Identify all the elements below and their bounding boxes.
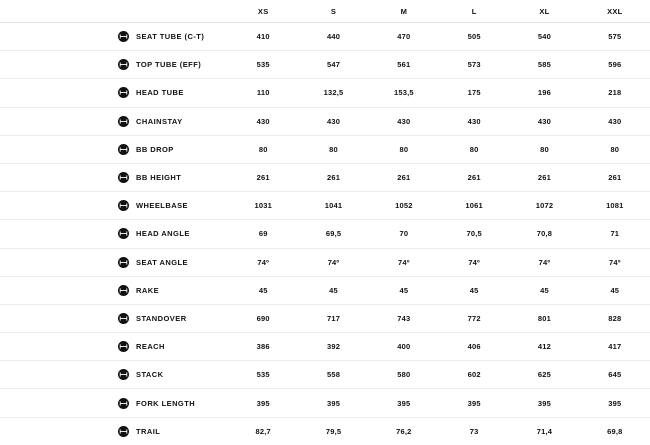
table-cell: 110 — [228, 79, 298, 107]
table-cell: 45 — [509, 276, 579, 304]
row-label-cell — [0, 304, 228, 332]
row-label-wrap — [0, 172, 228, 183]
row-label-text: SEAT TUBE (C-T) — [136, 32, 205, 42]
table-cell: 261 — [580, 163, 650, 191]
row-label-wrap — [0, 228, 228, 239]
table-cell: 596 — [580, 51, 650, 79]
table-cell: 558 — [298, 361, 368, 389]
table-cell: 80 — [369, 135, 439, 163]
table-cell: 690 — [228, 304, 298, 332]
table-cell: 261 — [298, 163, 368, 191]
table-row — [0, 417, 650, 445]
table-header — [0, 0, 650, 23]
table-row — [0, 51, 650, 79]
row-label-cell — [0, 220, 228, 248]
dimension-icon — [118, 257, 129, 268]
dimension-icon — [118, 116, 129, 127]
table-cell: 801 — [509, 304, 579, 332]
table-cell: 74º — [298, 248, 368, 276]
table-cell: 80 — [509, 135, 579, 163]
table-cell: 580 — [369, 361, 439, 389]
row-label-text: WHEELBASE — [136, 201, 188, 211]
table-row — [0, 389, 650, 417]
table-cell: 602 — [439, 361, 509, 389]
table-row — [0, 220, 650, 248]
table-cell: 80 — [298, 135, 368, 163]
table-cell: 412 — [509, 333, 579, 361]
row-label-wrap — [0, 87, 228, 98]
table-cell: 69,8 — [607, 426, 623, 436]
row-label-wrap — [0, 341, 228, 352]
row-label-cell — [0, 79, 228, 107]
table-row — [0, 248, 650, 276]
table-row — [0, 79, 650, 107]
row-label-text: RAKE — [136, 285, 160, 295]
table-cell: 45 — [369, 276, 439, 304]
table-corner-cell — [0, 0, 228, 23]
dimension-icon — [118, 285, 129, 296]
table-cell: 70,5 — [439, 220, 509, 248]
table-cell: 535 — [228, 361, 298, 389]
table-cell: 45 — [439, 276, 509, 304]
row-label-wrap — [0, 200, 228, 211]
table-cell: 74º — [439, 248, 509, 276]
table-cell: 395 — [580, 389, 650, 417]
table-cell: 74º — [369, 248, 439, 276]
table-cell: 573 — [439, 51, 509, 79]
table-cell: 70 — [369, 220, 439, 248]
table-row — [0, 333, 650, 361]
table-row — [0, 107, 650, 135]
table-cell: 575 — [580, 23, 650, 51]
row-label-text: BB HEIGHT — [136, 173, 182, 183]
row-label-text: SEAT ANGLE — [136, 257, 189, 267]
table-cell: 430 — [369, 107, 439, 135]
column-header-xl: XL — [509, 0, 579, 23]
table-cell: 400 — [369, 333, 439, 361]
dimension-icon — [118, 228, 129, 239]
table-cell: 153,5 — [369, 79, 439, 107]
row-label-text: TOP TUBE (EFF) — [136, 60, 202, 70]
table-cell: 45 — [580, 276, 650, 304]
table-cell: 69 — [228, 220, 298, 248]
row-label-text: STANDOVER — [136, 313, 187, 323]
table-cell: 395 — [228, 389, 298, 417]
table-cell: 440 — [298, 23, 368, 51]
row-label-wrap — [0, 398, 228, 409]
table-cell: 540 — [509, 23, 579, 51]
table-cell: 79,5 — [325, 426, 342, 436]
table-body — [0, 23, 650, 445]
row-label-text: FORK LENGTH — [136, 398, 196, 408]
table-cell: 717 — [298, 304, 368, 332]
table-cell: 1041 — [298, 192, 368, 220]
table-cell: 80 — [580, 135, 650, 163]
table-cell: 73 — [469, 426, 479, 436]
column-header-m: M — [369, 0, 439, 23]
table-cell: 1052 — [369, 192, 439, 220]
table-cell: 80 — [228, 135, 298, 163]
table-cell: 430 — [298, 107, 368, 135]
row-label-cell — [0, 107, 228, 135]
table-cell: 218 — [580, 79, 650, 107]
table-cell: 74º — [509, 248, 579, 276]
row-label-cell — [0, 192, 228, 220]
row-label-wrap — [0, 426, 228, 437]
table-cell: 76,2 — [396, 426, 412, 436]
table-cell: 430 — [228, 107, 298, 135]
row-label-text: REACH — [136, 342, 165, 352]
table-header-row — [0, 0, 650, 23]
table-row — [0, 192, 650, 220]
table-cell: 1081 — [580, 192, 650, 220]
table-cell: 547 — [298, 51, 368, 79]
row-label-cell — [0, 389, 228, 417]
row-label-wrap — [0, 116, 228, 127]
table-cell: 395 — [369, 389, 439, 417]
row-label-cell — [0, 333, 228, 361]
table-cell: 82,7 — [255, 426, 271, 436]
row-label-text: STACK — [136, 370, 164, 380]
dimension-icon — [118, 313, 129, 324]
table-cell: 430 — [580, 107, 650, 135]
table-cell: 395 — [509, 389, 579, 417]
column-header-xs: XS — [228, 0, 298, 23]
row-label-cell — [0, 417, 228, 445]
table-cell: 392 — [298, 333, 368, 361]
table-cell: 1061 — [439, 192, 509, 220]
table-cell: 74º — [228, 248, 298, 276]
table-cell: 261 — [228, 163, 298, 191]
dimension-icon — [118, 144, 129, 155]
row-label-cell — [0, 23, 228, 51]
table-cell: 196 — [509, 79, 579, 107]
table-cell: 261 — [509, 163, 579, 191]
row-label-cell — [0, 51, 228, 79]
table-row — [0, 304, 650, 332]
row-label-wrap — [0, 144, 228, 155]
table-cell: 74º — [580, 248, 650, 276]
dimension-icon — [118, 341, 129, 352]
dimension-icon — [118, 172, 129, 183]
row-label-text: BB DROP — [136, 144, 174, 154]
table-row — [0, 163, 650, 191]
row-label-wrap — [0, 31, 228, 42]
table-cell: 417 — [580, 333, 650, 361]
dimension-icon — [118, 369, 129, 380]
dimension-icon — [118, 426, 129, 437]
table-cell: 395 — [439, 389, 509, 417]
table-cell: 645 — [580, 361, 650, 389]
table-cell: 1031 — [228, 192, 298, 220]
row-label-text: CHAINSTAY — [136, 116, 183, 126]
row-label-wrap — [0, 313, 228, 324]
column-header-xxl: XXL — [580, 0, 650, 23]
row-label-text: HEAD ANGLE — [136, 229, 190, 239]
table-cell: 175 — [439, 79, 509, 107]
table-row — [0, 276, 650, 304]
table-cell: 406 — [439, 333, 509, 361]
row-label-wrap — [0, 369, 228, 380]
table-cell: 410 — [228, 23, 298, 51]
row-label-cell — [0, 135, 228, 163]
table-cell: 772 — [439, 304, 509, 332]
table-cell: 561 — [369, 51, 439, 79]
table-cell: 470 — [369, 23, 439, 51]
dimension-icon — [118, 87, 129, 98]
row-label-wrap — [0, 285, 228, 296]
table-cell: 80 — [439, 135, 509, 163]
column-header-s: S — [298, 0, 368, 23]
table-row — [0, 361, 650, 389]
dimension-icon — [118, 398, 129, 409]
table-cell: 430 — [509, 107, 579, 135]
row-label-cell — [0, 248, 228, 276]
table-cell: 70,8 — [509, 220, 579, 248]
table-cell: 69,5 — [298, 220, 368, 248]
row-label-text: TRAIL — [136, 426, 161, 436]
table-cell: 535 — [228, 51, 298, 79]
table-cell: 625 — [509, 361, 579, 389]
dimension-icon — [118, 200, 129, 211]
table-cell: 261 — [439, 163, 509, 191]
table-cell: 71,4 — [536, 426, 553, 436]
table-cell: 261 — [369, 163, 439, 191]
table-cell: 71 — [580, 220, 650, 248]
row-label-wrap — [0, 59, 228, 70]
table-cell: 45 — [228, 276, 298, 304]
table-cell: 386 — [228, 333, 298, 361]
row-label-text: HEAD TUBE — [136, 88, 184, 98]
dimension-icon — [118, 59, 129, 70]
table-cell: 585 — [509, 51, 579, 79]
table-cell: 132,5 — [298, 79, 368, 107]
table-cell: 743 — [369, 304, 439, 332]
column-header-l: L — [439, 0, 509, 23]
table-cell: 505 — [439, 23, 509, 51]
table-cell: 1072 — [509, 192, 579, 220]
table-row — [0, 23, 650, 51]
table-cell: 45 — [298, 276, 368, 304]
table-cell: 395 — [298, 389, 368, 417]
table-cell: 430 — [439, 107, 509, 135]
row-label-wrap — [0, 257, 228, 268]
dimension-icon — [118, 31, 129, 42]
table-cell: 828 — [580, 304, 650, 332]
table-row — [0, 135, 650, 163]
row-label-cell — [0, 276, 228, 304]
row-label-cell — [0, 163, 228, 191]
row-label-cell — [0, 361, 228, 389]
